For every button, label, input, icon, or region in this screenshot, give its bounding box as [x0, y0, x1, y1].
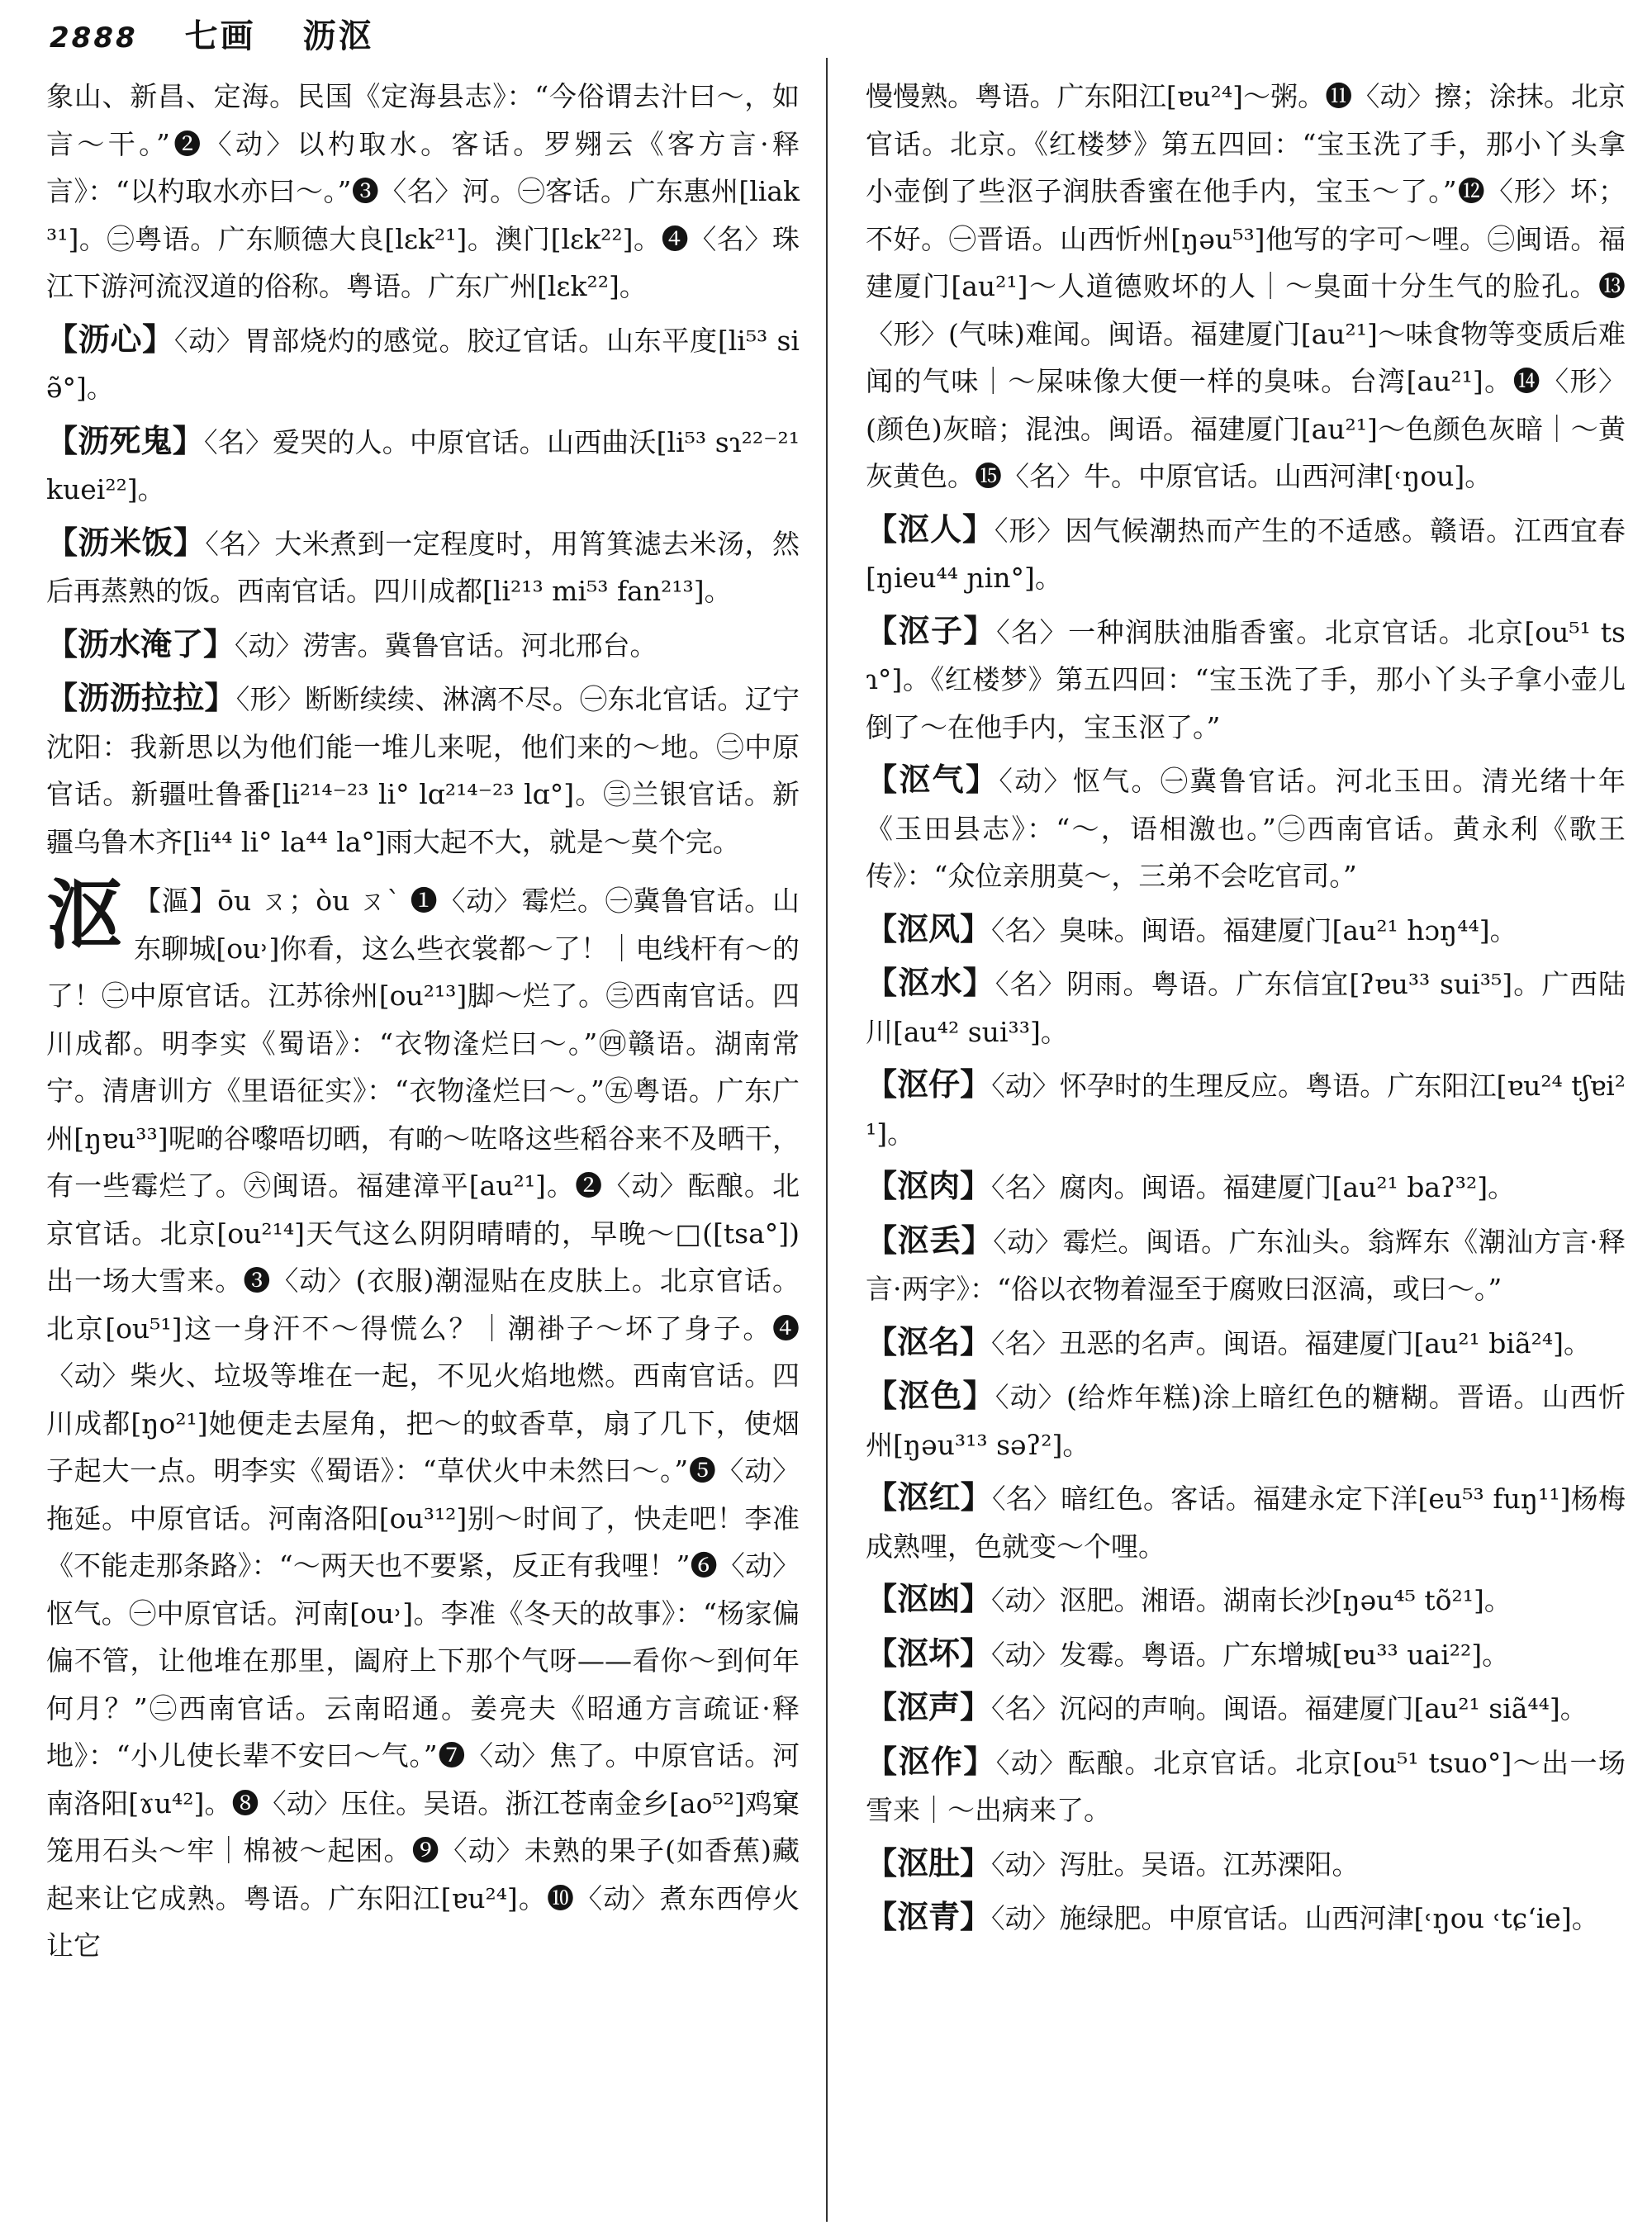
stroke-count: 七画 — [184, 17, 256, 55]
entry-lishuiyanle: 【沥水淹了】〈动〉涝害。冀鲁官话。河北邢台。 — [46, 624, 657, 662]
headword: 【沤气】 — [866, 761, 999, 798]
entry-ourou: 【沤肉】〈名〉腐肉。闽语。福建厦门[au²¹ baʔ³²]。 — [866, 1167, 1516, 1204]
headword: 【沤声】 — [866, 1688, 992, 1725]
entry-oushui: 【沤水】〈名〉阴雨。粤语。广东信宜[ʔɐu³³ sui³⁵]。广西陆川[au⁴² sui³³]。 — [866, 964, 1626, 1048]
head-character: 沤 — [46, 871, 123, 960]
entry-ouzai: 【沤仔】〈动〉怀孕时的生理反应。粤语。广东阳江[ɐu²⁴ tʃɐi²¹]。 — [866, 1065, 1626, 1150]
entry-ouse: 【沤色】〈动〉(给炸年糕)涂上暗红色的糖糊。晋语。山西忻州[ŋəu³¹³ səʔ²]。 — [866, 1377, 1626, 1461]
entry-ouming: 【沤名】〈名〉丑恶的名声。闽语。福建厦门[au²¹ biã²⁴]。 — [866, 1322, 1591, 1360]
entry-ousheng: 【沤声】〈名〉沉闷的声响。闽语。福建厦门[au²¹ siã⁴⁴]。 — [866, 1688, 1588, 1725]
column-divider — [826, 58, 828, 2222]
page-number: 2888 — [50, 21, 138, 55]
entry-lixin: 【沥心】〈动〉胃部烧灼的感觉。胶辽官话。山东平度[li⁵³ siə̃°]。 — [46, 320, 800, 404]
header-chars: 沥沤 — [302, 17, 374, 55]
left-column — [46, 73, 800, 1975]
headword: 【沤丢】 — [866, 1221, 994, 1259]
headword: 【沤肚】 — [866, 1843, 992, 1881]
headword: 【沥死鬼】 — [46, 421, 204, 459]
entry-ou-continued: 慢慢熟。粤语。广东阳江[ɐu²⁴]～粥。⓫〈动〉擦；涂抹。北京官话。北京。《红楼梦》第五四回：“宝玉洗了手，那小丫头拿小壶倒了些沤子润肤香蜜在他手内，宝玉～了。”⓬〈形〉坏；不好。㊀晋语。山西忻州[ŋəu⁵³]他写的字可～哩。㊁闽语。福建厦门[au²¹]～人道德败坏的人｜～臭面十分生气的脸孔。⓭〈形〉(气味)难闻。闽语。福建厦门[au²¹]～味食物等变质后难闻的气味｜～屎味像大便一样的臭味。台湾[au²¹]。⓮〈形〉(颜色)灰暗；混浊。闽语。福建厦门[au²¹]～色颜色灰暗｜～黄灰黄色。⓯〈名〉牛。中原官话。山西河津[˓ŋou]。 — [866, 80, 1626, 492]
headword: 【沤红】 — [866, 1478, 993, 1516]
headword: 【沤名】 — [866, 1322, 992, 1360]
headword: 【沤肉】 — [866, 1167, 992, 1204]
headword: 【沥水淹了】 — [46, 624, 235, 662]
entry-ouzi: 【沤子】〈名〉一种润肤油脂香蜜。北京官话。北京[ou⁵¹ tsɿ°]。《红楼梦》第五四回：“宝玉洗了手，那小丫头子拿小壶儿倒了～在他手内，宝玉沤了。” — [866, 611, 1626, 743]
entry-ouhuai: 【沤坏】〈动〉发霉。粤语。广东增城[ɐu³³ uai²²]。 — [866, 1634, 1510, 1672]
headword: 【沤色】 — [866, 1377, 995, 1414]
headword: 【沥米饭】 — [46, 523, 206, 561]
entry-oufeng: 【沤风】〈名〉臭味。闽语。福建厦门[au²¹ hɔŋ⁴⁴]。 — [866, 909, 1517, 947]
headword: 【沤风】 — [866, 909, 992, 947]
headword: 【沥沥拉拉】 — [46, 679, 236, 716]
entry-lililala: 【沥沥拉拉】〈形〉断断续续、淋漓不尽。㊀东北官话。辽宁沈阳：我新思以为他们能一堆儿来呢，他们来的～地。㊁中原官话。新疆吐鲁番[li²¹⁴⁻²³ li° lɑ²¹⁴⁻²³ lɑ°]。㊂兰银官话。新疆乌鲁木齐[li⁴⁴ li° la⁴⁴ la°]雨大起不大，就是～莫个完。 — [46, 679, 800, 858]
entry-ouren: 【沤人】〈形〉因气候潮热而产生的不适感。赣语。江西宜春[ŋieu⁴⁴ ɲin°]。 — [866, 510, 1626, 594]
entry-limifan: 【沥米饭】〈名〉大米煮到一定程度时，用筲箕滤去米汤，然后再蒸熟的饭。西南官话。四川成都[li²¹³ mi⁵³ fan²¹³]。 — [46, 523, 800, 607]
entry-ouqi: 【沤气】〈动〉怄气。㊀冀鲁官话。河北玉田。清光绪十年《玉田县志》：“～，语相激也。”㊁西南官话。黄永利《歌王传》：“众位亲朋莫～，三弟不会吃官司。” — [866, 761, 1626, 892]
entry-ouqing: 【沤青】〈动〉施绿肥。中原官话。山西河津[˓ŋou ˓tɕʻie]。 — [866, 1898, 1599, 1935]
headword: 【沥心】 — [46, 320, 174, 358]
headword: 【沤作】 — [866, 1742, 996, 1780]
entry-continued: 象山、新昌、定海。民国《定海县志》：“今俗谓去汁曰～，如言～干。”❷〈动〉以杓取水。客话。罗翙云《客方言·释言》：“以杓取水亦曰～。”❸〈名〉河。㊀客话。广东惠州[liak³¹]。㊁粤语。广东顺德大良[lɛk²¹]。澳门[lɛk²²]。❹〈名〉珠江下游河流汊道的俗称。粤语。广东广州[lɛk²²]。 — [46, 80, 800, 302]
headword: 【沤坏】 — [866, 1634, 992, 1672]
headword: 【沤水】 — [866, 964, 995, 1001]
right-column — [866, 73, 1626, 1948]
entry-ouhong: 【沤红】〈名〉暗红色。客话。福建永定下洋[eu⁵³ fuŋ¹¹]杨梅成熟哩，色就变～个哩。 — [866, 1478, 1626, 1563]
entry-oudu: 【沤肚】〈动〉泻肚。吴语。江苏溧阳。 — [866, 1843, 1360, 1881]
entry-ou-main: 沤 【漚】ōu ㄡ；òu ㄡˋ ❶〈动〉霉烂。㊀冀鲁官话。山东聊城[ou˒]你看，这么些衣裳都～了！｜电线杆有～的了！㊁中原官话。江苏徐州[ou²¹³]脚～烂了。㊂西南官话。四川成都。明李实《蜀语》：“衣物湰烂曰～。”㊃赣语。湖南常宁。清唐训方《里语征实》：“衣物湰烂曰～。”㊄粤语。广东广州[ŋɐu³³]呢啲谷嚟唔切晒，有啲～咗咯这些稻谷来不及晒干，有一些霉烂了。㊅闽语。福建漳平[au²¹]。❷〈动〉酝酿。北京官话。北京[ou²¹⁴]天气这么阴阴晴晴的，早晚～□([tsa°])出一场大雪来。❸〈动〉(衣服)潮湿贴在皮肤上。北京官话。北京[ou⁵¹]这一身汗不～得慌么？｜潮褂子～坏了身子。❹〈动〉柴火、垃圾等堆在一起，不见火焰地燃。西南官话。四川成都[ŋo²¹]她便走去屋角，把～的蚊香草，扇了几下，使烟子起大一点。明李实《蜀语》：“草伏火中未然曰～。”❺〈动〉拖延。中原官话。河南洛阳[ou³¹²]别～时间了，快走吧！李准《不能走那条路》：“～两天也不要紧，反正有我哩！”❻〈动〉怄气。㊀中原官话。河南[ou˒]。李准《冬天的故事》：“杨家偏偏不管，让他堆在那里，阖府上下那个气呀——看你～到何年何月？”㊁西南官话。云南昭通。姜亮夫《昭通方言疏证·释地》：“小儿使长辈不安曰～气。”❼〈动〉焦了。中原官话。河南洛阳[ɤu⁴²]。❽〈动〉压住。吴语。浙江苍南金乡[ao⁵²]鸡窠笼用石头～牢｜棉被～起困。❾〈动〉未熟的果子(如香蕉)藏起来让它成熟。粤语。广东阳江[ɐu²⁴]。❿〈动〉煮东西停火让它 — [46, 871, 800, 1962]
page-header — [50, 10, 407, 68]
headword: 【沤青】 — [866, 1898, 992, 1935]
entry-ouzuo: 【沤作】〈动〉酝酿。北京官话。北京[ou⁵¹ tsuo°]～出一场雪来｜～出病来了。 — [866, 1742, 1626, 1826]
entry-lisigui: 【沥死鬼】〈名〉爱哭的人。中原官话。山西曲沃[li⁵³ sɿ²²⁻²¹ kuei²²]。 — [46, 421, 800, 505]
headword: 【沤凼】 — [866, 1580, 992, 1617]
headword: 【沤子】 — [866, 611, 997, 649]
headword: 【沤人】 — [866, 510, 995, 548]
entry-oudang: 【沤凼】〈动〉沤肥。湘语。湖南长沙[ŋəu⁴⁵ tõ²¹]。 — [866, 1580, 1512, 1617]
headword: 【沤仔】 — [866, 1065, 992, 1103]
entry-oudiu: 【沤丢】〈动〉霉烂。闽语。广东汕头。翁辉东《潮汕方言·释言·两字》：“俗以衣物着湿至于腐败曰沤滈，或曰～。” — [866, 1221, 1626, 1305]
